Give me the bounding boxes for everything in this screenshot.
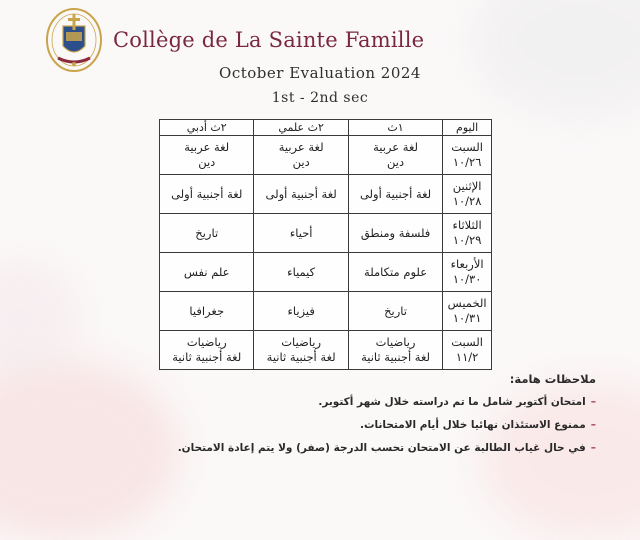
subject: علم نفس — [183, 264, 230, 279]
subject-cell — [160, 136, 254, 175]
notes-title: ملاحظات هامة: — [509, 372, 596, 386]
subject: دين — [292, 155, 310, 169]
table-row — [160, 136, 492, 175]
subject: لغة أجنبية ثانية — [172, 350, 242, 364]
subject: دين — [387, 155, 405, 169]
header-second-sec-literary: ٢ث أدبي — [160, 120, 254, 136]
note-text: ممنوع الاستئذان نهائيا خلال أيام الامتحانات. — [359, 419, 586, 431]
evaluation-title: October Evaluation 2024 — [219, 64, 421, 82]
subject-cell — [254, 253, 348, 292]
table-row — [160, 292, 492, 331]
day-cell — [443, 214, 492, 253]
subject-cell — [160, 253, 254, 292]
subject: فيزياء — [287, 303, 315, 318]
subject-cell — [254, 214, 348, 253]
day-name: الإثنين — [452, 179, 482, 193]
subject: لغة أجنبية ثانية — [361, 350, 431, 364]
day-name: الخميس — [447, 296, 487, 310]
header-second-sec-science: ٢ث علمي — [254, 120, 348, 136]
subject: فلسفة ومنطق — [360, 225, 431, 240]
day-date: ١٠/٢٦ — [452, 155, 482, 169]
evaluation-grades: 1st - 2nd sec — [271, 90, 369, 106]
note-item — [76, 442, 596, 454]
day-date: ١٠/٣٠ — [452, 272, 482, 286]
day-cell — [443, 331, 492, 370]
dash-bullet: – — [590, 419, 596, 431]
subject: رياضيات — [281, 335, 322, 349]
table-row — [160, 214, 492, 253]
subject-cell — [254, 175, 348, 214]
subject: رياضيات — [186, 335, 227, 349]
subject: تاريخ — [195, 225, 219, 240]
day-date: ١٠/٣١ — [452, 311, 482, 325]
day-date: ١٠/٢٩ — [452, 233, 482, 247]
note-item — [76, 419, 596, 431]
day-date: ١١/٢ — [455, 350, 479, 364]
exam-schedule-table — [159, 119, 492, 370]
subject: لغة عربية — [278, 140, 324, 154]
table-row — [160, 331, 492, 370]
table-row — [160, 253, 492, 292]
table-header-row — [160, 120, 492, 136]
header-first-sec: ١ث — [348, 120, 442, 136]
day-name: السبت — [451, 140, 483, 154]
day-date: ١٠/٢٨ — [452, 194, 482, 208]
day-name: الأربعاء — [450, 257, 484, 271]
subject-cell — [254, 292, 348, 331]
subject: لغة أجنبية أولى — [265, 186, 337, 201]
subject-cell — [348, 253, 442, 292]
note-item — [76, 396, 596, 408]
day-name: السبت — [451, 335, 483, 349]
day-name: الثلاثاء — [452, 218, 482, 232]
subject-cell — [160, 331, 254, 370]
subject: جغرافيا — [189, 303, 225, 318]
important-notes — [76, 372, 596, 465]
dash-bullet: – — [590, 396, 596, 408]
subject-cell — [348, 331, 442, 370]
subject: كيمياء — [287, 264, 316, 279]
note-text: امتحان أكتوبر شامل ما تم دراسته خلال شهر أكتوبر. — [318, 396, 586, 408]
day-cell — [443, 136, 492, 175]
subject-cell — [254, 331, 348, 370]
subject-cell — [160, 175, 254, 214]
subject: رياضيات — [375, 335, 416, 349]
subject-cell — [160, 292, 254, 331]
day-cell — [443, 253, 492, 292]
day-cell — [443, 292, 492, 331]
subject: لغة عربية — [373, 140, 419, 154]
school-name: Collège de La Sainte Famille — [113, 28, 425, 52]
table-row — [160, 175, 492, 214]
subject: دين — [198, 155, 216, 169]
subject: علوم متكاملة — [364, 264, 428, 279]
header-day: اليوم — [443, 120, 492, 136]
subject: لغة أجنبية ثانية — [266, 350, 336, 364]
note-text: في حال غياب الطالبة عن الامتحان تحسب الدرجة (صفر) ولا يتم إعادة الامتحان. — [177, 442, 586, 454]
subject: أحياء — [289, 225, 313, 240]
dash-bullet: – — [590, 442, 596, 454]
subject: لغة عربية — [184, 140, 230, 154]
subject-cell — [348, 136, 442, 175]
subject-cell — [348, 292, 442, 331]
subject-cell — [348, 214, 442, 253]
subject: تاريخ — [384, 303, 407, 318]
subject: لغة أجنبية أولى — [171, 186, 243, 201]
subject-cell — [254, 136, 348, 175]
day-cell — [443, 175, 492, 214]
subject: لغة أجنبية أولى — [359, 186, 432, 201]
subject-cell — [160, 214, 254, 253]
subject-cell — [348, 175, 442, 214]
